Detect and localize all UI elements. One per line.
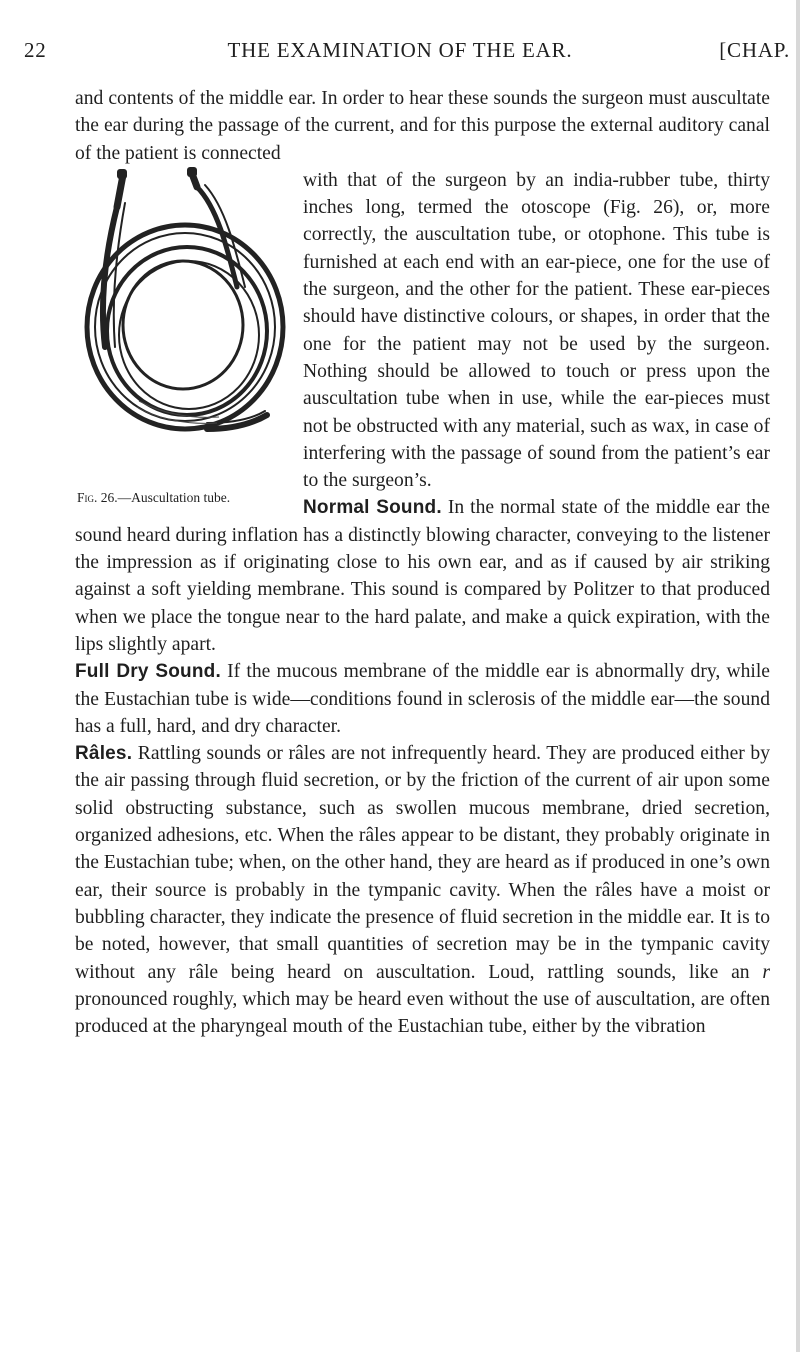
section-body-italic: r: [762, 961, 770, 983]
figure-26: [75, 167, 295, 508]
section-body-continued: pronounced roughly, which may be heard even without the use of auscultation, are often produced at the pharyngeal mouth of the Eustachian tube, either by the vibration: [75, 988, 770, 1038]
figure-label: Fig. 26.: [77, 489, 118, 505]
figure-caption: [77, 484, 297, 511]
page-edge-shadow: [796, 0, 800, 1352]
section-heading: Full Dry Sound.: [75, 661, 221, 683]
body-text: [75, 85, 770, 1040]
section-body: In the normal state of the middle ear the sound heard during inflation has a distinctly blowing character, conveying to the listener the impression as if originating close to his own ear, and as if caused by air striking against a soft yielding membrane. This sound is compared by Politzer to that produced when we place the tongue near to the hard palate, and make a quick expiration, with the lips slightly apart.: [75, 497, 770, 655]
section-normal-sound: [75, 494, 770, 658]
page-number: 22: [24, 38, 47, 62]
chapter-marker: [CHAP.: [719, 38, 790, 62]
figure-title: —Auscultation tube.: [117, 489, 231, 505]
running-title: THE EXAMINATION OF THE EAR.: [227, 38, 573, 62]
paragraph-intro-a: [75, 85, 770, 167]
section-full-dry-sound: [75, 658, 770, 740]
section-heading: Normal Sound.: [303, 497, 442, 519]
section-body: Rattling sounds or râles are not infrequently heard. They are produced either by the air passing through fluid secretion, or by the friction of the current of air upon some solid obstructing substance, such as swollen mucous membrane, dried secretion, organized adhesions, etc. When the râles appear to be distant, they probably originate in the Eustachian tube; when, on the other hand, they are heard as if produced in one’s own ear, their source is probably in the tympanic cavity. When the râles have a moist or bubbling character, they indicate the presence of fluid secretion in the middle ear. It is to be noted, however, that small quantities of secretion may be in the tympanic cavity without any râle being heard on auscultation. Loud, rattling sounds, like an: [75, 743, 770, 983]
section-body: If the mucous membrane of the middle ear is abnormally dry, while the Eustachian tube is wide—conditions found in sclerosis of the middle ear—the sound has a full, hard, and dry character.: [75, 661, 770, 737]
auscultation-tube-illustration: [77, 167, 295, 477]
section-rales: [75, 740, 770, 1040]
section-heading: Râles.: [75, 743, 133, 765]
running-header: [0, 38, 800, 68]
intro-text-b: with that of the surgeon by an india-rubber tube, thirty inches long, termed the otoscope (Fig. 26), or, more correctly, the auscultation tube, or otophone. This tube is furnished at each end with an ear-piece, one for the use of the surgeon, and the other for the patient. These ear-pieces should have distinctive colours, or shapes, in order that the one for the patient may not be used by the surgeon. Nothing should be allowed to touch or press upon the auscultation tube when in use, while the ear-pieces must not be obstructed with any material, such as wax, in case of interfering with the passage of sound from the patient’s ear to the surgeon’s.: [303, 169, 770, 492]
intro-text-a: and contents of the middle ear. In order to hear these sounds the surgeon must auscultate the ear during the passage of the current, and for this purpose the external auditory canal of the patient is connected: [75, 88, 770, 164]
